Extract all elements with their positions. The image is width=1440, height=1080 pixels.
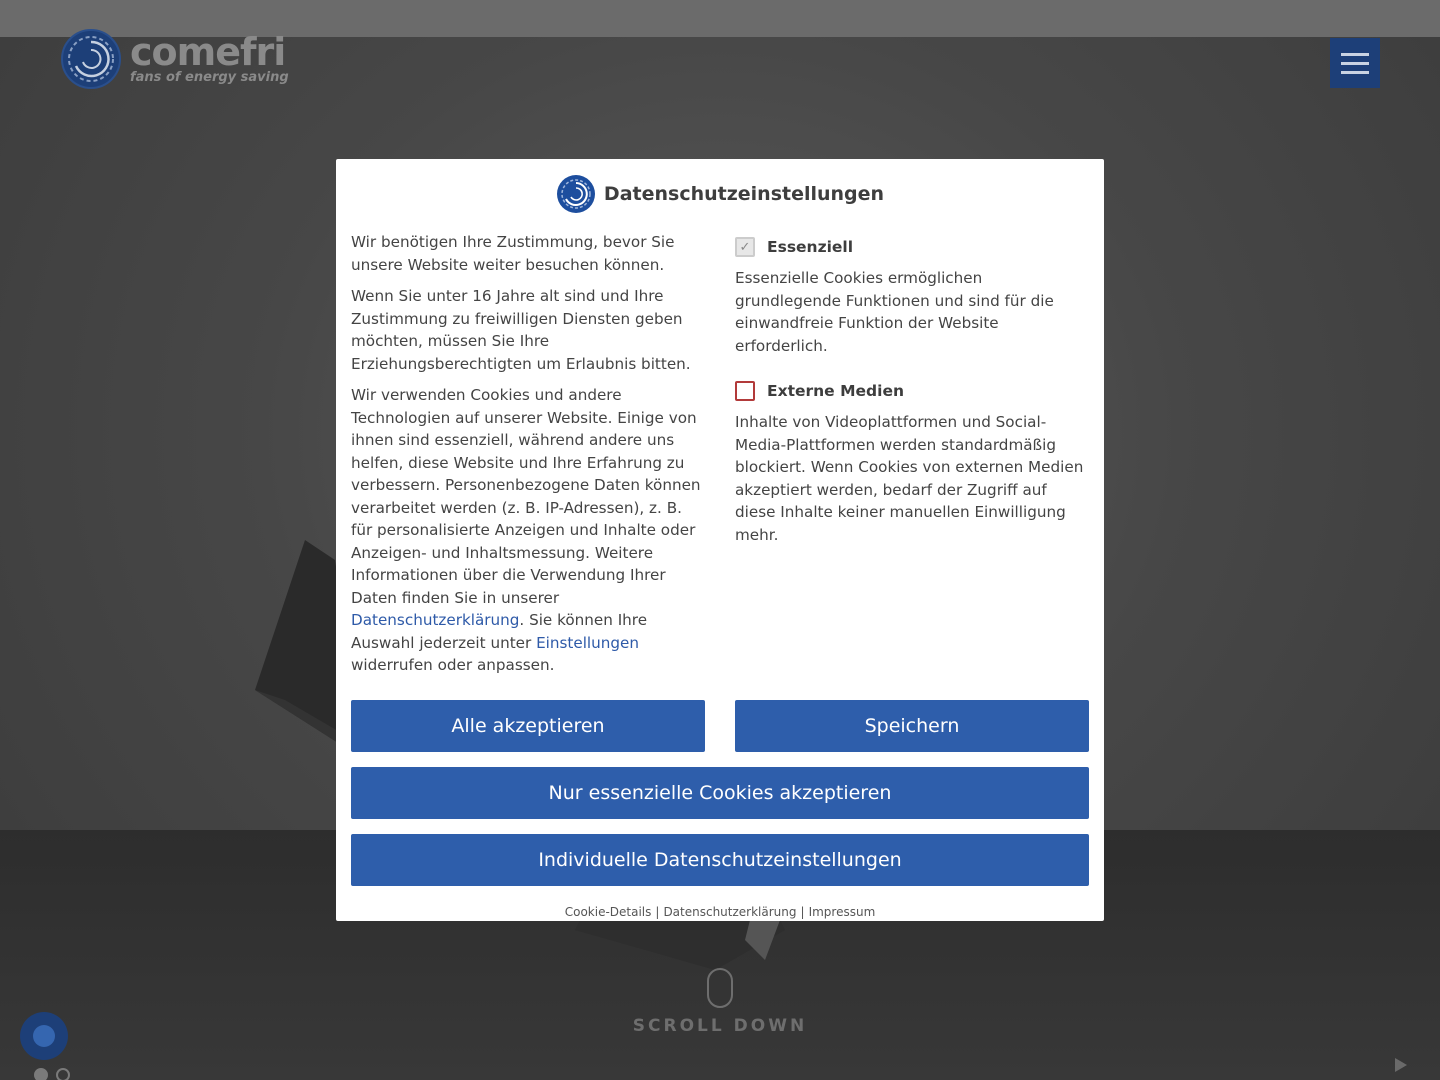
cookie-details-link[interactable]: Cookie-Details bbox=[564, 905, 652, 919]
slider-dot[interactable] bbox=[34, 1068, 48, 1080]
dialog-footer-links bbox=[351, 905, 1089, 919]
slider-dots bbox=[34, 1068, 70, 1080]
privacy-policy-link[interactable]: Datenschutzerklärung bbox=[351, 611, 520, 629]
save-button[interactable]: Speichern bbox=[735, 700, 1089, 752]
group-essential[interactable] bbox=[735, 233, 1089, 261]
menu-icon-line bbox=[1341, 71, 1369, 74]
consent-text: widerrufen oder anpassen. bbox=[351, 656, 555, 674]
site-logo[interactable] bbox=[60, 28, 310, 90]
group-description-essential: Essenzielle Cookies ermöglichen grundlegende Funktionen und sind für die einwandfreie Funktion der Website erforderlich. bbox=[735, 269, 1054, 355]
cookie-groups bbox=[735, 231, 1089, 683]
logo-wordmark: comefri bbox=[130, 30, 286, 74]
logo-fan-icon bbox=[60, 28, 122, 90]
scroll-down-label: SCROLL DOWN bbox=[632, 1016, 808, 1036]
consent-paragraph: Wenn Sie unter 16 Jahre alt sind und Ihre Zustimmung zu freiwilligen Diensten geben möchten, müssen Sie Ihre Erziehungsberechtigten um Erlaubnis bitten. bbox=[351, 287, 691, 373]
privacy-settings-dialog bbox=[336, 159, 1104, 921]
menu-icon-line bbox=[1341, 53, 1369, 56]
external-media-checkbox[interactable] bbox=[735, 381, 755, 401]
cookie-settings-button[interactable] bbox=[20, 1012, 68, 1060]
individual-settings-button[interactable]: Individuelle Datenschutzeinstellungen bbox=[351, 834, 1089, 886]
scroll-down-indicator[interactable] bbox=[620, 968, 820, 1048]
accept-all-button[interactable]: Alle akzeptieren bbox=[351, 700, 705, 752]
consent-text: . Sie können Ihre Auswahl jederzeit unter bbox=[351, 611, 648, 652]
mouse-icon bbox=[707, 968, 733, 1008]
group-description-external-media: Inhalte von Videoplattformen und Social-Media-Plattformen werden standardmäßig blockiert. Wenn Cookies von externen Medien akzeptiert werden, bedarf der Zugriff auf diese Inhalte keiner manuellen Einwilligung mehr. bbox=[735, 413, 1084, 544]
accept-essential-only-button[interactable]: Nur essenzielle Cookies akzeptieren bbox=[351, 767, 1089, 819]
consent-paragraph bbox=[351, 384, 705, 677]
menu-icon-line bbox=[1341, 62, 1369, 65]
imprint-link[interactable]: Impressum bbox=[808, 905, 876, 919]
privacy-policy-footer-link[interactable]: Datenschutzerklärung bbox=[663, 905, 797, 919]
slider-dot[interactable] bbox=[56, 1068, 70, 1080]
group-label-essential: Essenziell bbox=[767, 238, 854, 256]
group-external-media[interactable] bbox=[735, 377, 1089, 405]
consent-text: Wir verwenden Cookies und andere Technologien auf unserer Website. Einige von ihnen sind essenziell, während andere uns helfen, diese Website und Ihre Erfahrung zu verbessern. Personenbezogene Daten können verarbeitet werden (z. B. IP-Adressen), z. B. für personalisierte Anzeigen und Inhalte oder Anzeigen- und Inhaltsmessung. Weitere Informationen über die Verwendung Ihrer Daten finden Sie in unserer bbox=[351, 386, 701, 607]
brand-fan-icon bbox=[556, 174, 596, 214]
link-separator: | bbox=[655, 905, 660, 919]
group-label-external-media: Externe Medien bbox=[767, 382, 904, 400]
consent-description bbox=[351, 231, 705, 683]
cookie-shield-icon bbox=[29, 1021, 59, 1051]
dialog-title: Datenschutzeinstellungen bbox=[603, 183, 885, 205]
hamburger-menu-button[interactable] bbox=[1330, 38, 1380, 88]
play-icon[interactable] bbox=[1395, 1058, 1407, 1072]
dialog-header bbox=[351, 174, 1089, 214]
logo-tagline: fans of energy saving bbox=[130, 70, 289, 85]
consent-paragraph: Wir benötigen Ihre Zustimmung, bevor Sie unsere Website weiter besuchen können. bbox=[351, 233, 675, 274]
essential-checkbox[interactable]: ✓ bbox=[735, 237, 755, 257]
link-separator: | bbox=[800, 905, 805, 919]
settings-link[interactable]: Einstellungen bbox=[536, 633, 640, 652]
